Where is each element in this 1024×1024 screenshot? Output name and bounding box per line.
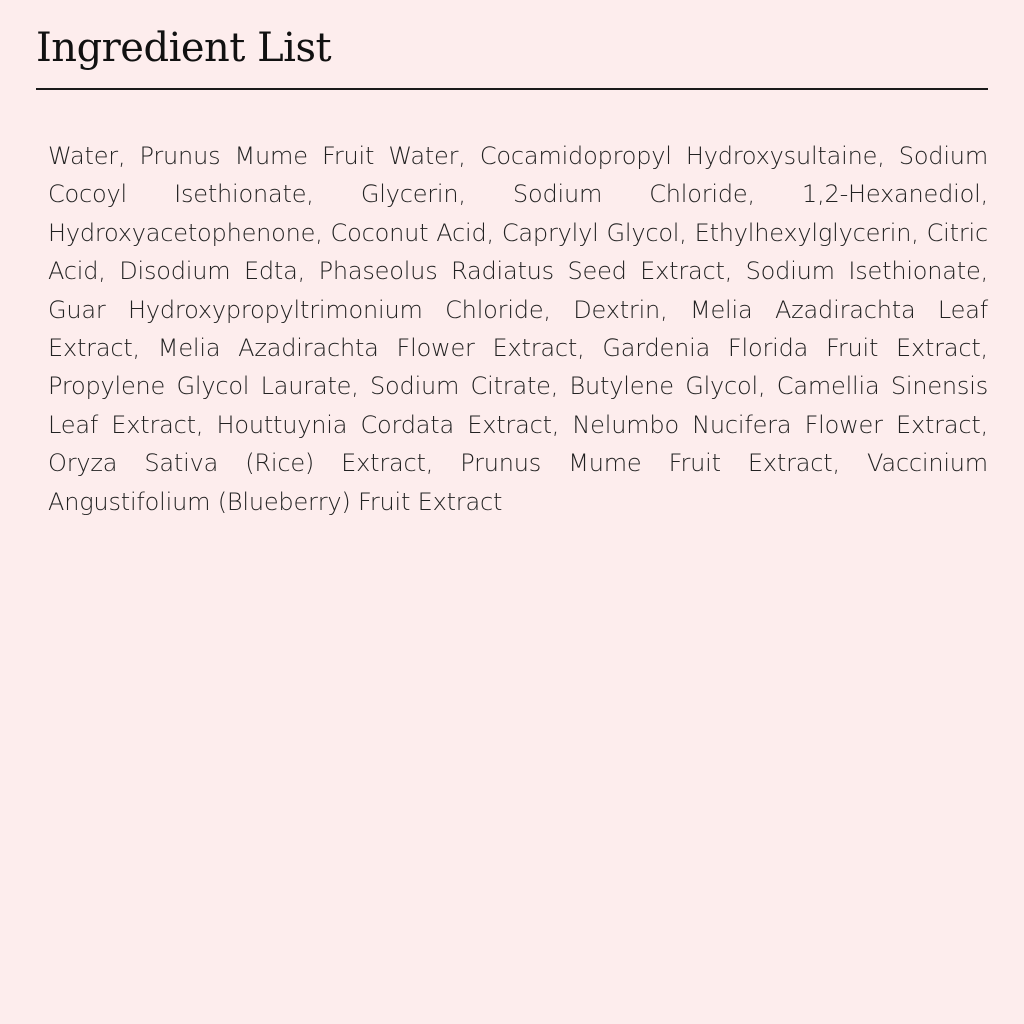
title-divider <box>36 88 988 90</box>
page-title: Ingredient List <box>36 25 332 71</box>
ingredients-paragraph: Water, Prunus Mume Fruit Water, Cocamidopropyl Hydroxysultaine, Sodium Cocoyl Isethionate, Glycerin, Sodium Chloride, 1,2-Hexanediol, Hydroxyacetophenone, Coconut Acid, Caprylyl Glycol, Ethylhexylglycerin, Citric Acid, Disodium Edta, Phaseolus Radiatus Seed Extract, Sodium Isethionate, Guar Hydroxypropyltrimonium Chloride, Dextrin, Melia Azadirachta Leaf Extract, Melia Azadirachta Flower Extract, Gardenia Florida Fruit Extract, Propylene Glycol Laurate, Sodium Citrate, Butylene Glycol, Camellia Sinensis Leaf Extract, Houttuynia Cordata Extract, Nelumbo Nucifera Flower Extract, Oryza Sativa (Rice) Extract, Prunus Mume Fruit Extract, Vaccinium Angustifolium (Blueberry) Fruit Extract <box>48 142 988 516</box>
